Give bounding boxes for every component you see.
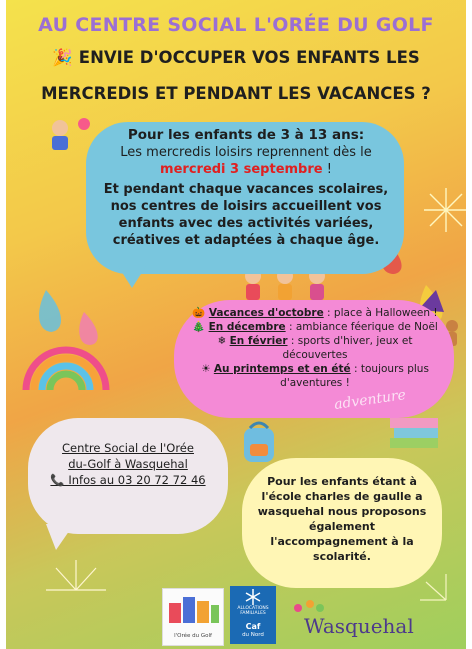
firework-icon: [424, 188, 466, 232]
centre-name-line1: Centre Social de l'Orée: [62, 441, 194, 455]
caf-name: Caf: [245, 622, 261, 631]
activity-spring-text: : toujours plus d'aventures !: [280, 363, 429, 389]
partner-logos: [156, 586, 456, 646]
activity-february: ❄ En février : sports d'hiver, jeux et découvertes: [217, 335, 413, 361]
activity-february-text: : sports d'hiver, jeux et découvertes: [282, 335, 413, 361]
poster: [6, 0, 466, 649]
contact-info: [36, 440, 220, 488]
activity-spring: ☀ Au printemps et en été : toujours plus d'aventures !: [201, 363, 429, 389]
wednesday-line: [98, 144, 394, 161]
activity-february-label: En février: [229, 335, 288, 347]
confetti-icon: 🎉: [52, 48, 73, 67]
activity-spring-label: Au printemps et en été: [213, 363, 351, 375]
info-text-blue: [98, 127, 394, 249]
activity-october: 🎃 Vacances d'octobre : place à Halloween !: [192, 307, 438, 319]
wednesday-text: Les mercredis loisirs reprennent dès le: [120, 145, 372, 160]
headline-line-1: [6, 48, 466, 68]
snowflake-icon: [230, 586, 276, 606]
centre-name-line2: du-Golf à Wasquehal: [68, 457, 188, 471]
caf-logo: [230, 586, 276, 644]
holidays-text: Et pendant chaque vacances scolaires, nos centres de loisirs accueillent vos enfants avec des activités variées, créatives et adaptées à chaque âge.: [103, 182, 389, 248]
oree-du-golf-logo: [162, 588, 224, 646]
activity-december: 🎄 En décembre : ambiance féerique de Noël: [192, 321, 438, 333]
activity-december-label: En décembre: [208, 321, 286, 333]
headline-line-2: MERCREDIS ET PENDANT LES VACANCES ?: [41, 84, 431, 103]
age-heading: Pour les enfants de 3 à 13 ans:: [127, 127, 365, 143]
school-support-text: Pour les enfants étant à l'école charles de gaulle a wasquehal nous proposons également l'accompagnement à la scolarité.: [257, 475, 427, 563]
houses-icon: [163, 589, 223, 629]
rainbow-icon: [26, 350, 106, 390]
activity-october-label: Vacances d'octobre: [208, 307, 324, 319]
page-title: AU CENTRE SOCIAL L'ORÉE DU GOLF: [38, 14, 434, 36]
caf-subtitle: du Nord: [242, 632, 264, 638]
date-line: [98, 161, 394, 178]
activity-december-text: : ambiance féerique de Noël: [288, 321, 438, 333]
drop-shape: [39, 290, 61, 332]
activities-list: [186, 306, 444, 390]
adventure-watermark: adventure: [333, 387, 407, 413]
phone-info[interactable]: 📞 Infos au 03 20 72 72 46: [50, 473, 206, 487]
date-suffix: !: [322, 162, 332, 177]
bubble-tail: [46, 524, 74, 550]
wasquehal-logo: [288, 598, 438, 642]
bubble-tail: [118, 266, 146, 288]
kid-icon: [52, 118, 90, 150]
activity-october-text: : place à Halloween !: [327, 307, 438, 319]
start-date: mercredi 3 septembre: [160, 162, 323, 177]
books-icon: [390, 418, 438, 448]
oree-logo-text: l'Orée du Golf: [174, 633, 212, 639]
headline-text-1: ENVIE D'OCCUPER VOS ENFANTS LES: [78, 48, 420, 67]
caf-small-text: ALLOCATIONS FAMILIALES: [237, 606, 269, 616]
backpack-icon: [244, 423, 274, 462]
drop-shape: [79, 312, 98, 345]
firework-icon: [46, 560, 106, 590]
wasquehal-text: Wasquehal: [304, 614, 414, 638]
